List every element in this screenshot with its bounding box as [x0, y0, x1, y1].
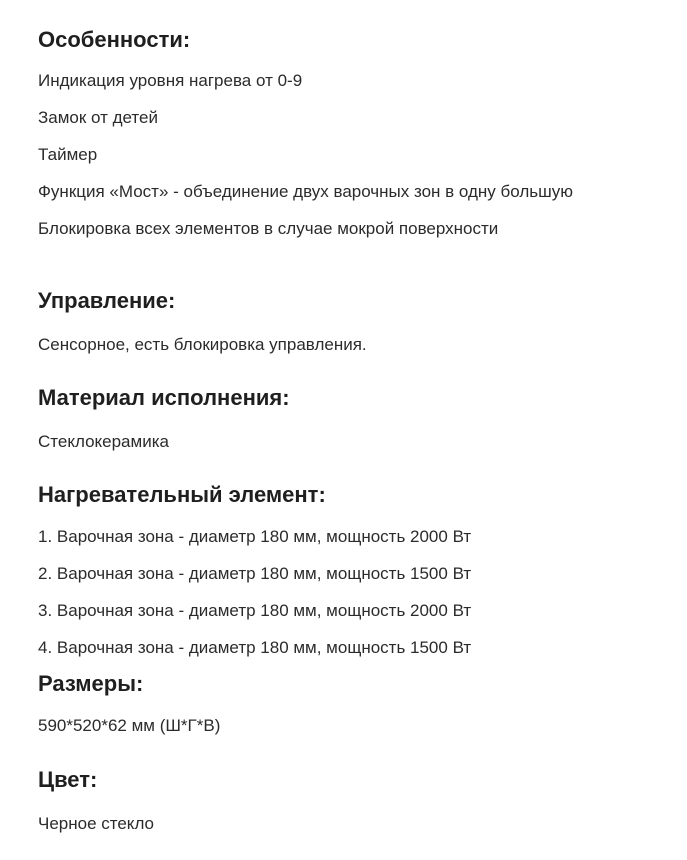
color-heading: Цвет: — [38, 767, 98, 792]
size-heading: Размеры: — [38, 671, 144, 696]
size-text: 590*520*62 мм (Ш*Г*В) — [38, 716, 221, 735]
material-section — [38, 384, 677, 453]
control-section — [38, 287, 677, 356]
heating-zone-item: 3. Варочная зона - диаметр 180 мм, мощность 2000 Вт — [38, 601, 472, 620]
size-section — [38, 670, 677, 737]
material-text: Стеклокерамика — [38, 432, 169, 451]
features-item: Функция «Мост» - объединение двух варочных зон в одну большую — [38, 182, 574, 201]
features-item: Блокировка всех элементов в случае мокрой поверхности — [38, 219, 499, 238]
features-item: Индикация уровня нагрева от 0-9 — [38, 71, 303, 90]
control-text: Сенсорное, есть блокировка управления. — [38, 335, 367, 354]
features-item: Таймер — [38, 145, 98, 164]
control-heading: Управление: — [38, 288, 176, 313]
color-text: Черное стекло — [38, 814, 155, 833]
features-list — [38, 62, 677, 247]
heating-zone-item: 2. Варочная зона - диаметр 180 мм, мощность 1500 Вт — [38, 564, 472, 583]
features-section — [38, 26, 677, 247]
material-heading: Материал исполнения: — [38, 385, 290, 410]
color-section — [38, 766, 677, 835]
features-heading: Особенности: — [38, 27, 191, 52]
heating-zone-item: 4. Варочная зона - диаметр 180 мм, мощность 1500 Вт — [38, 638, 472, 657]
heating-zone-item: 1. Варочная зона - диаметр 180 мм, мощность 2000 Вт — [38, 527, 472, 546]
heating-heading: Нагревательный элемент: — [38, 482, 326, 507]
heating-list — [38, 518, 677, 666]
heating-section — [38, 481, 677, 666]
features-item: Замок от детей — [38, 108, 158, 127]
